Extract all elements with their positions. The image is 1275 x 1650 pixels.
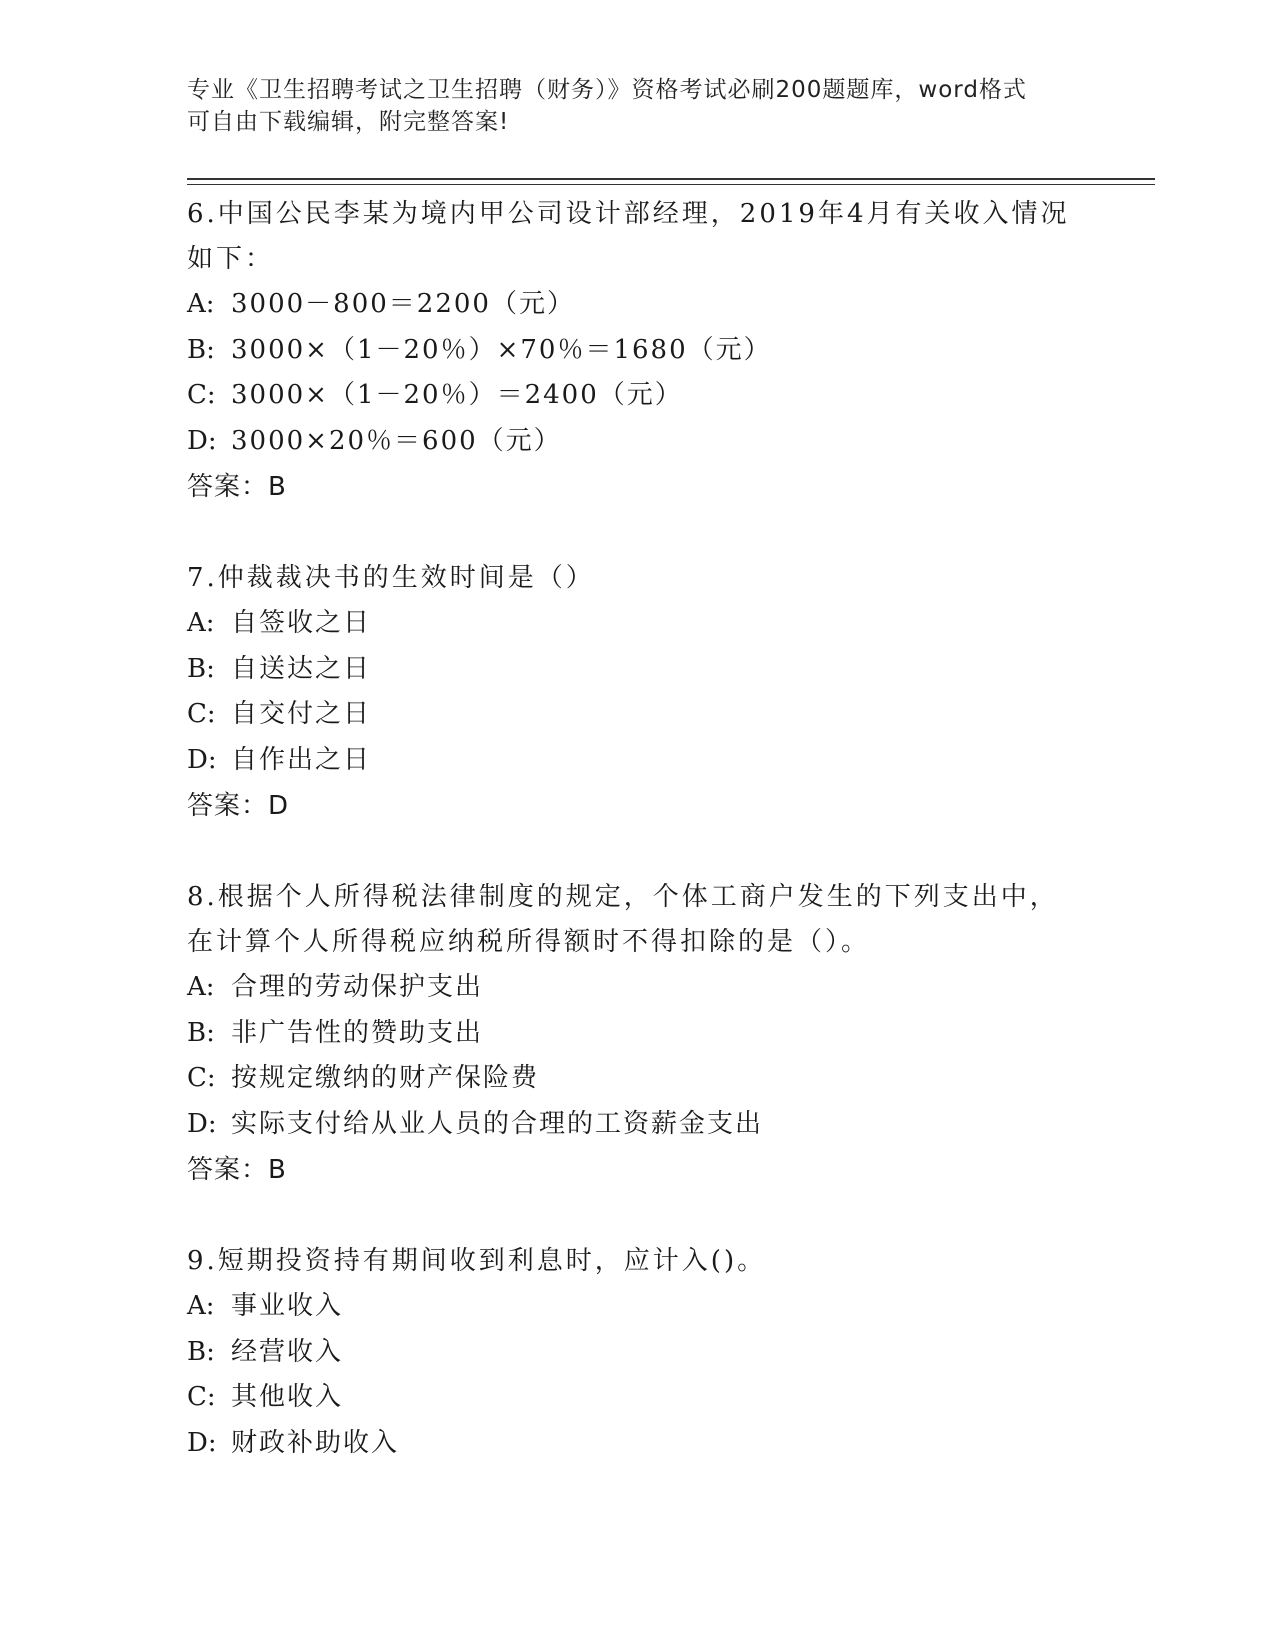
option-text: 合理的劳动保护支出	[231, 972, 484, 1002]
option-text: 自签收之日	[231, 608, 372, 638]
question-stem	[187, 1239, 1087, 1284]
option-text: 自送达之日	[231, 653, 372, 684]
header-line-1: 专业《卫生招聘考试之卫生招聘（财务）》资格考试必刷200题题库，word格式	[187, 77, 1027, 103]
option-key: B:	[187, 1017, 215, 1048]
option-c	[187, 1056, 1087, 1102]
question-stem-line: 8.根据个人所得税法律制度的规定，个体工商户发生的下列支出中，	[187, 882, 1059, 912]
question-stem	[187, 556, 1087, 601]
question-stem	[187, 875, 1087, 965]
question-8	[187, 875, 1087, 1193]
option-a	[187, 965, 1087, 1011]
question-stem-line: 7.仲裁裁决书的生效时间是（）	[187, 563, 595, 593]
answer-line: 答案：D	[187, 791, 290, 821]
option-key: A:	[187, 972, 215, 1002]
question-stem-line: 在计算个人所得税应纳税所得额时不得扣除的是（）。	[187, 927, 871, 957]
option-text: 非广告性的赞助支出	[231, 1017, 484, 1048]
option-b	[187, 328, 1087, 374]
option-d	[187, 419, 1087, 465]
option-c	[187, 373, 1087, 419]
option-b	[187, 1011, 1087, 1057]
option-key: A:	[187, 608, 215, 638]
question-stem-line: 6.中国公民李某为境内甲公司设计部经理，2019年4月有关收入情况	[187, 199, 1070, 229]
option-a	[187, 282, 1087, 328]
header-divider-thin	[187, 184, 1155, 185]
question-6	[187, 192, 1087, 510]
option-d	[187, 1102, 1087, 1148]
question-list	[187, 192, 1087, 1512]
option-text: 按规定缴纳的财产保险费	[231, 1063, 540, 1093]
option-text: 事业收入	[231, 1291, 344, 1321]
question-stem-line: 9.短期投资持有期间收到利息时，应计入()。	[187, 1246, 767, 1276]
option-d	[187, 1421, 1087, 1467]
question-7	[187, 556, 1087, 829]
option-key: A:	[187, 289, 215, 319]
option-text: 3000×（1－20％）×70％＝1680（元）	[231, 334, 772, 365]
option-key: B:	[187, 1336, 215, 1367]
answer-line: 答案：B	[187, 472, 287, 502]
question-stem-line: 如下：	[187, 244, 275, 274]
option-key: D:	[187, 744, 217, 775]
option-key: C:	[187, 380, 216, 410]
question-stem	[187, 192, 1087, 282]
header-divider-thick	[187, 178, 1155, 180]
option-key: B:	[187, 334, 215, 365]
option-key: C:	[187, 1063, 216, 1093]
option-key: A:	[187, 1291, 215, 1321]
option-text: 自作出之日	[231, 744, 372, 775]
option-text: 3000－800＝2200（元）	[231, 289, 575, 319]
header-line-2: 可自由下载编辑，附完整答案!	[187, 109, 510, 135]
option-text: 其他收入	[231, 1382, 344, 1412]
option-text: 实际支付给从业人员的合理的工资薪金支出	[231, 1108, 764, 1139]
option-b	[187, 1330, 1087, 1376]
option-c	[187, 692, 1087, 738]
option-c	[187, 1375, 1087, 1421]
option-a	[187, 601, 1087, 647]
option-a	[187, 1284, 1087, 1330]
option-key: B:	[187, 653, 215, 684]
option-key: D:	[187, 1427, 217, 1458]
question-9	[187, 1239, 1087, 1466]
answer-line: 答案：B	[187, 1155, 287, 1185]
document-header	[187, 74, 1067, 138]
option-key: C:	[187, 1382, 216, 1412]
option-key: D:	[187, 1108, 217, 1139]
option-text: 财政补助收入	[231, 1427, 400, 1458]
option-text: 3000×20％＝600（元）	[231, 425, 562, 456]
option-text: 3000×（1－20％）＝2400（元）	[231, 380, 683, 410]
option-d	[187, 738, 1087, 784]
option-text: 自交付之日	[231, 699, 372, 729]
option-text: 经营收入	[231, 1336, 344, 1367]
option-key: D:	[187, 425, 217, 456]
option-b	[187, 647, 1087, 693]
option-key: C:	[187, 699, 216, 729]
